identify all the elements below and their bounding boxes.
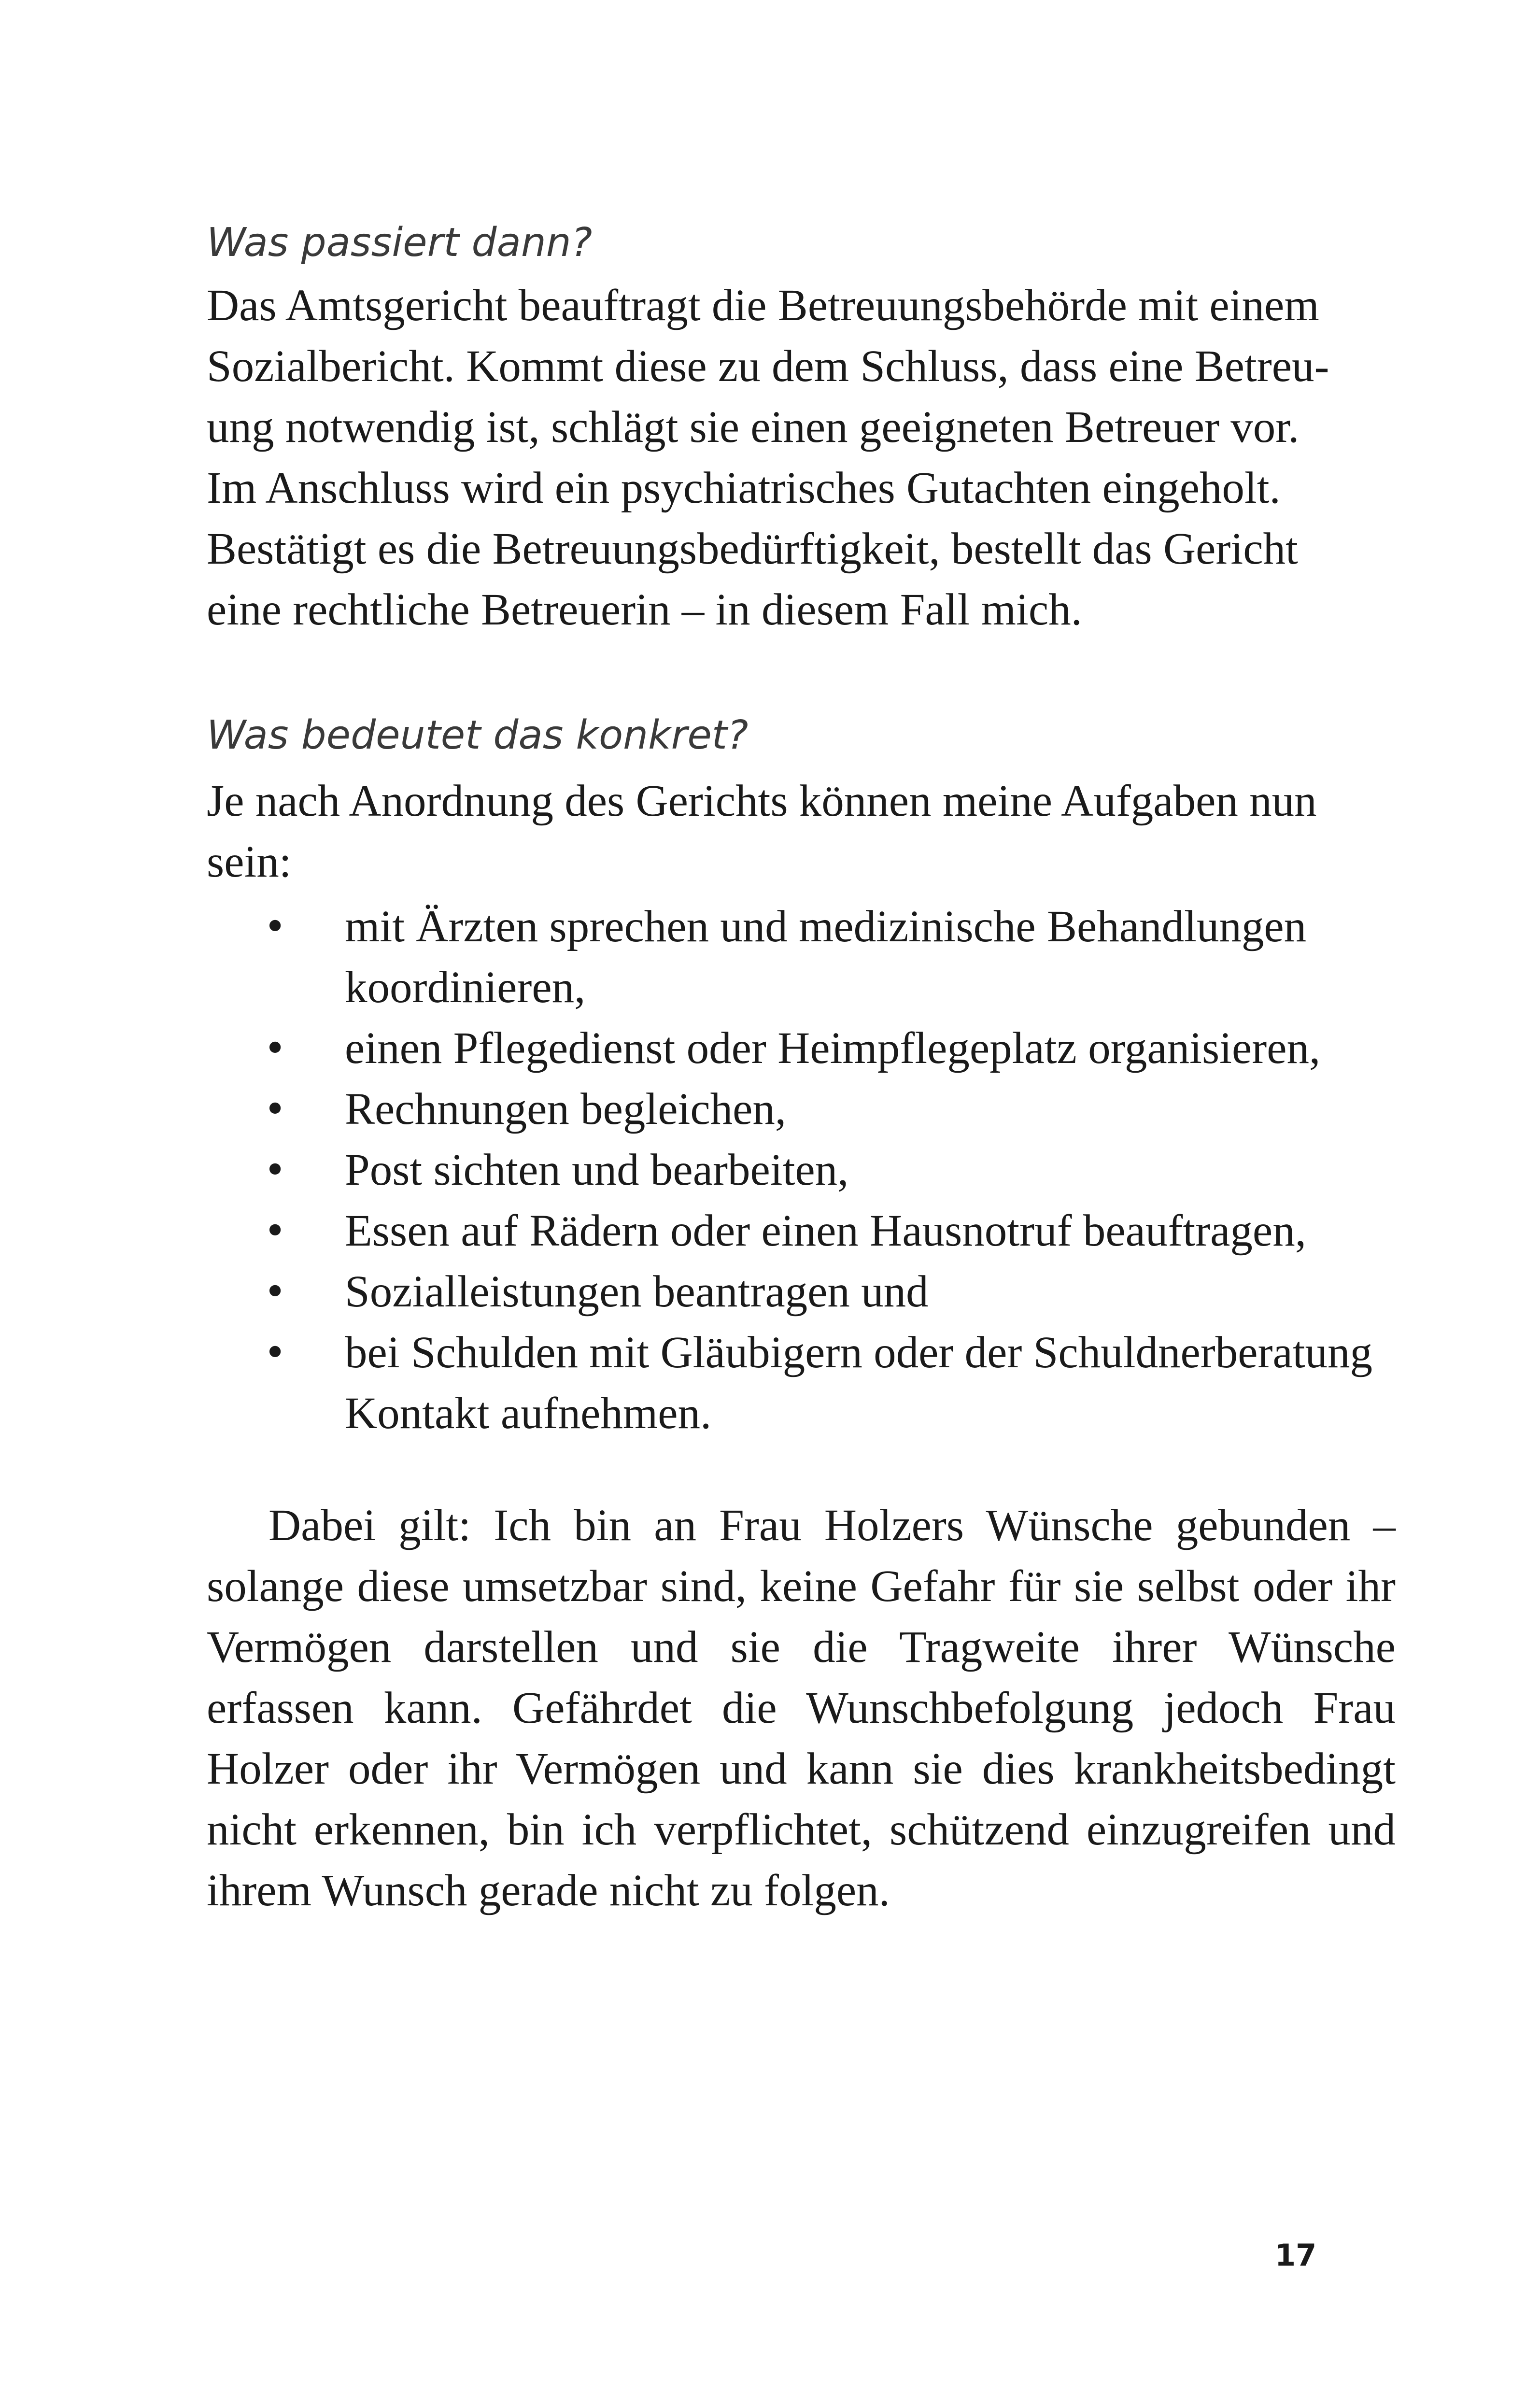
- paragraph-line: ung notwendig ist, schlägt sie einen geeigneten Betreuer vor.: [207, 402, 1300, 452]
- paragraph-line: eine rechtliche Betreuerin – in diesem Fall mich.: [207, 585, 1082, 635]
- closing-paragraph: Dabei gilt: Ich bin an Frau Holzers Wünsche gebunden – solange diese umsetzbar sind, keine Gefahr für sie selbst oder ihr Vermögen darstellen und sie die Tragweite ihrer Wünsche erfassen kann. Gefährdet die Wunschbefolgung jedoch Frau Holzer oder ihr Vermögen und kann sie dies krankheitsbedingt nicht erkennen, bin ich verpflichtet, schützend einzugreifen und ihrem Wunsch gerade nicht zu folgen.: [207, 1501, 1396, 1915]
- task-list: [207, 896, 1396, 1444]
- list-item: [207, 896, 1396, 1018]
- list-item-text: mit Ärzten sprechen und medizinische Behandlungen koordinieren,: [345, 902, 1307, 1012]
- list-item: [207, 1201, 1396, 1262]
- list-item: [207, 1322, 1396, 1444]
- bullet-icon: •: [264, 1087, 287, 1132]
- list-item: [207, 1079, 1396, 1140]
- paragraph-line: Das Amtsgericht beauftragt die Betreuungsbehörde mit einem: [207, 281, 1319, 330]
- page-number: 17: [1275, 2238, 1317, 2273]
- section-heading-was-bedeutet-das-konkret: Was bedeutet das konkret?: [207, 712, 749, 758]
- paragraph-line: Im Anschluss wird ein psychiatrisches Gutachten eingeholt.: [207, 463, 1281, 513]
- bullet-icon: •: [264, 1269, 287, 1314]
- list-item-text: Essen auf Rädern oder einen Hausnotruf beauftragen,: [345, 1206, 1306, 1256]
- list-item-text: Post sichten und bearbeiten,: [345, 1145, 849, 1195]
- bullet-icon: •: [264, 904, 287, 949]
- bullet-icon: •: [264, 1330, 287, 1375]
- paragraph-line: Sozialbericht. Kommt diese zu dem Schluss, dass eine Betreu-: [207, 341, 1329, 391]
- bullet-icon: •: [264, 1208, 287, 1253]
- list-item-text: einen Pflegedienst oder Heimpflegeplatz organisieren,: [345, 1023, 1321, 1073]
- section1-paragraph: [207, 275, 1396, 640]
- bullet-icon: •: [264, 1148, 287, 1192]
- section-heading-was-passiert-dann: Was passiert dann?: [207, 220, 593, 266]
- list-item-text: Sozialleistungen beantragen und: [345, 1267, 929, 1317]
- bullet-icon: •: [264, 1026, 287, 1071]
- list-item-text: Rechnungen begleichen,: [345, 1084, 787, 1134]
- list-item: [207, 1018, 1396, 1079]
- section2-intro: Je nach Anordnung des Gerichts können meine Aufgaben nun sein:: [207, 776, 1317, 887]
- list-item: [207, 1140, 1396, 1201]
- list-item: [207, 1262, 1396, 1322]
- paragraph-line: Bestätigt es die Betreuungsbedürftigkeit, bestellt das Gericht: [207, 524, 1298, 574]
- list-item-text: bei Schulden mit Gläubigern oder der Schuldnerberatung Kontakt aufnehmen.: [345, 1328, 1373, 1438]
